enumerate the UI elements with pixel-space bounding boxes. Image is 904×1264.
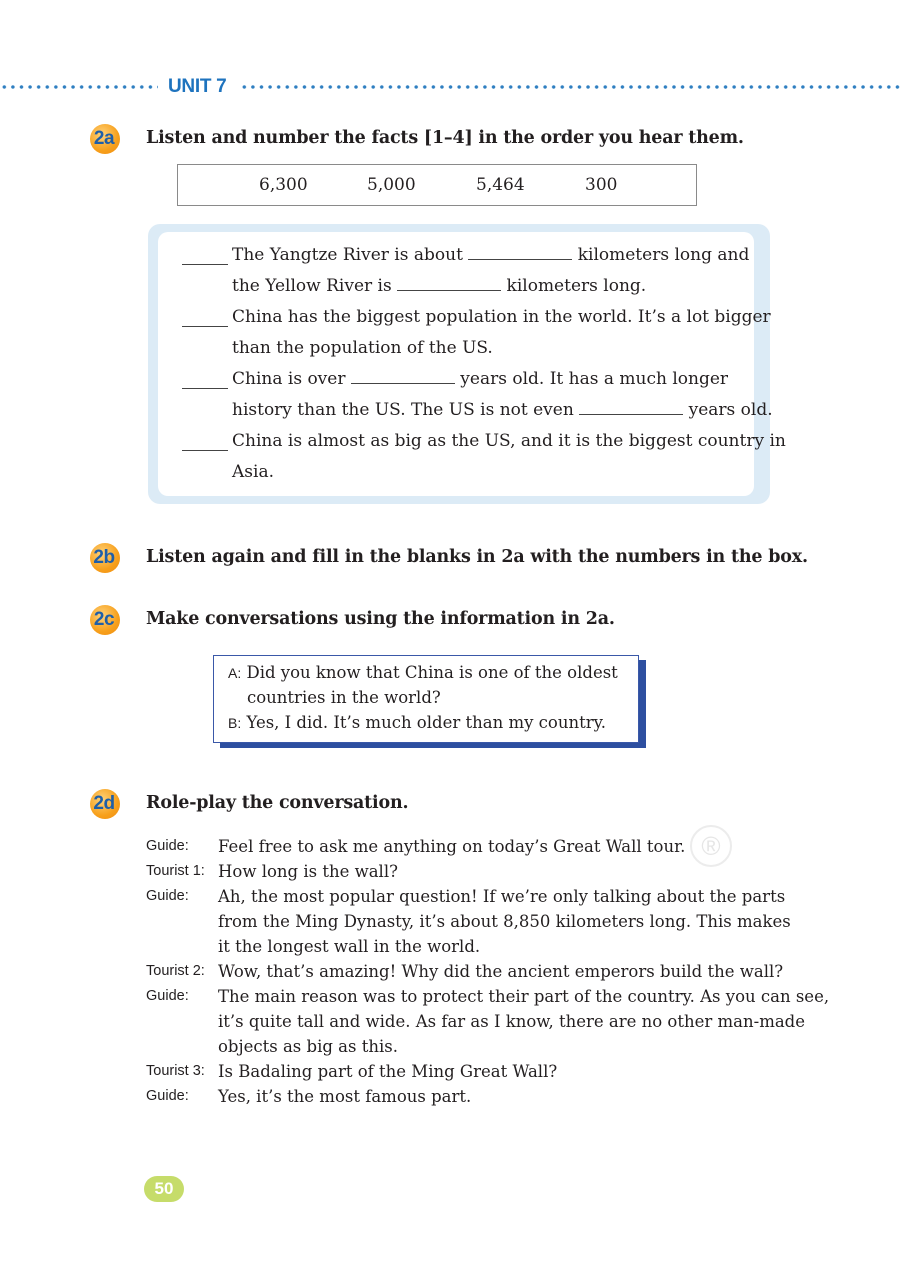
speaker-label: Tourist 2: xyxy=(146,963,205,979)
dialogue-line: How long is the wall? xyxy=(218,862,398,881)
fact-text: the Yellow River is xyxy=(232,276,392,296)
fact-text: history than the US. The US is not even xyxy=(232,400,574,420)
fact-text: kilometers long. xyxy=(506,276,647,296)
conversation-line xyxy=(228,660,618,686)
conversation-line xyxy=(228,710,606,736)
fact-line xyxy=(232,395,773,426)
badge-label: 2a xyxy=(93,128,115,149)
order-blank[interactable] xyxy=(182,263,228,265)
fact-line xyxy=(232,271,646,302)
badge-label: 2d xyxy=(93,793,115,814)
dialogue-line: Is Badaling part of the Ming Great Wall? xyxy=(218,1062,558,1081)
speaker-label: Guide: xyxy=(146,888,189,904)
order-blank[interactable] xyxy=(182,325,228,327)
instruction-2a: Listen and number the facts [1–4] in the order you hear them. xyxy=(146,128,744,148)
number-option: 5,000 xyxy=(367,175,416,195)
conversation-line: countries in the world? xyxy=(247,688,441,707)
dialogue-line: it the longest wall in the world. xyxy=(218,937,481,956)
fact-line: Asia. xyxy=(232,462,274,482)
fact-line xyxy=(232,240,749,271)
fact-text: years old. It has a much longer xyxy=(460,369,729,389)
fill-blank[interactable] xyxy=(468,258,572,260)
dialogue-line: The main reason was to protect their part of the country. As you can see, xyxy=(218,987,830,1006)
instruction-2b: Listen again and fill in the blanks in 2a with the numbers in the box. xyxy=(146,547,808,567)
order-blank[interactable] xyxy=(182,387,228,389)
speaker-label: B: xyxy=(228,715,242,731)
dialogue-line: Feel free to ask me anything on today’s Great Wall tour. xyxy=(218,837,686,856)
instruction-2c: Make conversations using the information in 2a. xyxy=(146,609,615,629)
fact-text: kilometers long and xyxy=(577,245,750,265)
fact-line: China is almost as big as the US, and it is the biggest country in xyxy=(232,431,786,451)
number-box xyxy=(177,164,697,206)
badge-label: 2b xyxy=(93,547,115,568)
fill-blank[interactable] xyxy=(351,382,455,384)
dialogue-line: Yes, it’s the most famous part. xyxy=(218,1087,472,1106)
fact-line xyxy=(232,364,728,395)
badge-2c xyxy=(84,605,124,635)
instruction-2d: Role-play the conversation. xyxy=(146,793,409,813)
fill-blank[interactable] xyxy=(579,413,683,415)
dialogue-line: Ah, the most popular question! If we’re only talking about the parts xyxy=(218,887,786,906)
registered-watermark-icon: ® xyxy=(690,825,732,867)
badge-2d xyxy=(84,789,124,819)
order-blank[interactable] xyxy=(182,449,228,451)
unit-label: UNIT 7 xyxy=(168,76,227,97)
badge-label: 2c xyxy=(93,609,115,630)
badge-2b xyxy=(84,543,124,573)
fact-line: than the population of the US. xyxy=(232,338,493,358)
header-dots-right xyxy=(240,84,904,90)
fact-line: China has the biggest population in the world. It’s a lot bigger xyxy=(232,307,771,327)
speaker-label: A: xyxy=(228,665,242,681)
speaker-label: Guide: xyxy=(146,838,189,854)
fill-blank[interactable] xyxy=(397,289,501,291)
conversation-text: Did you know that China is one of the oldest xyxy=(246,663,618,682)
speaker-label: Guide: xyxy=(146,1088,189,1104)
dialogue-line: it’s quite tall and wide. As far as I know, there are no other man-made xyxy=(218,1012,805,1031)
number-option: 5,464 xyxy=(476,175,525,195)
fact-text: The Yangtze River is about xyxy=(232,245,463,265)
speaker-label: Tourist 3: xyxy=(146,1063,205,1079)
fact-text: China is over xyxy=(232,369,346,389)
badge-2a xyxy=(84,124,124,154)
speaker-label: Guide: xyxy=(146,988,189,1004)
number-option: 300 xyxy=(585,175,618,195)
dialogue-line: from the Ming Dynasty, it’s about 8,850 kilometers long. This makes xyxy=(218,912,791,931)
speaker-label: Tourist 1: xyxy=(146,863,205,879)
number-option: 6,300 xyxy=(259,175,308,195)
dialogue-line: objects as big as this. xyxy=(218,1037,398,1056)
fact-text: years old. xyxy=(688,400,773,420)
conversation-text: Yes, I did. It’s much older than my country. xyxy=(246,713,606,732)
page-number: 50 xyxy=(144,1176,184,1202)
header-dots-left xyxy=(0,84,158,90)
dialogue-line: Wow, that’s amazing! Why did the ancient emperors build the wall? xyxy=(218,962,784,981)
